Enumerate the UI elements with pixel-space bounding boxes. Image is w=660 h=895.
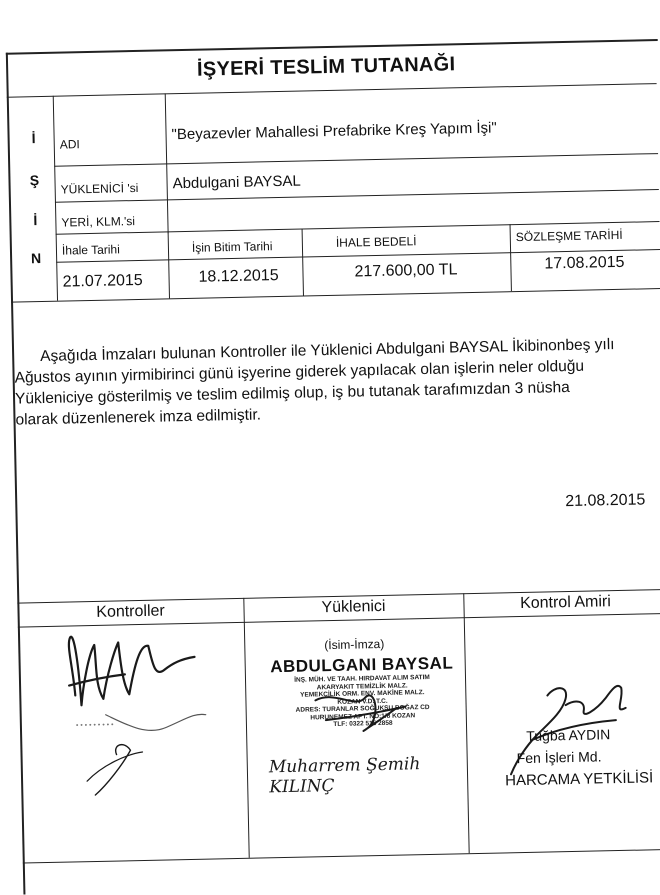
stamp-company-name: ABDULGANI BAYSAL — [270, 653, 454, 677]
stamp-line-7: TLF: 0322 515 2858 — [333, 719, 393, 728]
kontrol-amiri-name: Tuğba AYDIN — [526, 726, 611, 744]
contractor-handwritten-name: Muharrem Şemih KILINÇ — [268, 754, 421, 798]
document-title: İŞYERİ TESLİM TUTANAĞI — [196, 53, 456, 81]
statement-paragraph — [14, 333, 660, 431]
stamp-line-3: YEMEKÇİLİK ORM. ENV. MAKİNE MALZ. — [300, 689, 425, 699]
adi-label: ADI — [59, 137, 80, 152]
isin-letter-i1: İ — [31, 130, 36, 147]
isim-imza-note: (İsim-İmza) — [324, 636, 385, 653]
contractor-signature — [305, 678, 426, 750]
svg-text:• • • • • • • • •: • • • • • • • • • — [75, 721, 114, 730]
isin-bitim-tarihi-header: İşin Bitim Tarihi — [191, 239, 273, 255]
yuklenici-header: Yüklenici — [321, 597, 386, 617]
ihale-bedeli-header: İHALE BEDELİ — [335, 234, 417, 250]
isin-letter-s: Ş — [29, 172, 40, 189]
ihale-tarihi-value: 21.07.2015 — [62, 271, 143, 291]
isin-letter-n: N — [30, 250, 42, 267]
kontroller-header: Kontroller — [96, 602, 165, 621]
harcama-yetkilisi-label: HARCAMA YETKİLİSİ — [504, 769, 654, 790]
kontroller-signature — [44, 622, 238, 806]
paragraph-line-4: olarak düzenlenerek imza edilmiştir. — [15, 406, 262, 429]
sozlesme-tarihi-header: SÖZLEŞME TARİHİ — [515, 227, 623, 245]
document-date: 21.08.2015 — [565, 491, 646, 511]
yuklenici-value: Abdulgani BAYSAL — [172, 172, 301, 193]
stamp-line-4: KOZAN V.D. T.C. — [337, 697, 388, 706]
ihale-tarihi-header: İhale Tarihi — [61, 242, 120, 258]
adi-value: "Beyazevler Mahallesi Prefabrike Kreş Yapım İşi" — [171, 119, 497, 144]
isin-bitim-tarihi-value: 18.12.2015 — [198, 267, 279, 286]
ihale-bedeli-value: 217.600,00 TL — [354, 261, 458, 281]
paragraph-line-3: Yükleniciye gösterilmiş ve teslim edilmiş olup, iş bu tutanak tarafımızdan 3 nüsha — [14, 378, 570, 408]
stamp-line-2: AKARYAKIT TEMİZLİK MALZ. — [316, 681, 408, 691]
paragraph-line-1: Aşağıda İmzaları bulunan Kontroller ile Yüklenici Abdulgani BAYSAL İkibinonbeş yılı — [40, 336, 615, 366]
sozlesme-tarihi-value: 17.08.2015 — [544, 253, 625, 273]
yeri-label: YERİ, KLM.'si — [61, 214, 136, 230]
isin-letter-i2: İ — [33, 212, 38, 229]
kontrol-amiri-header: Kontrol Amiri — [519, 593, 611, 613]
paragraph-line-2: Ağustos ayının yirmibirinci günü işyerine giderek yapılacak olan işlerin neler olduğu — [14, 357, 585, 387]
kontrol-amiri-title: Fen İşleri Md. — [516, 748, 602, 767]
stamp-line-1: İNŞ. MÜH. VE TAAH. HIRDAVAT ALIM SATIM — [294, 673, 430, 684]
stamp-line-6: HURUNEMEZ APT. NO:1/8 KOZAN — [310, 711, 416, 721]
yuklenici-label: YÜKLENİCİ 'si — [60, 180, 139, 197]
stamp-line-5: ADRES: TURANLAR SOĞUKSU BOĞAZ CD — [295, 703, 430, 714]
